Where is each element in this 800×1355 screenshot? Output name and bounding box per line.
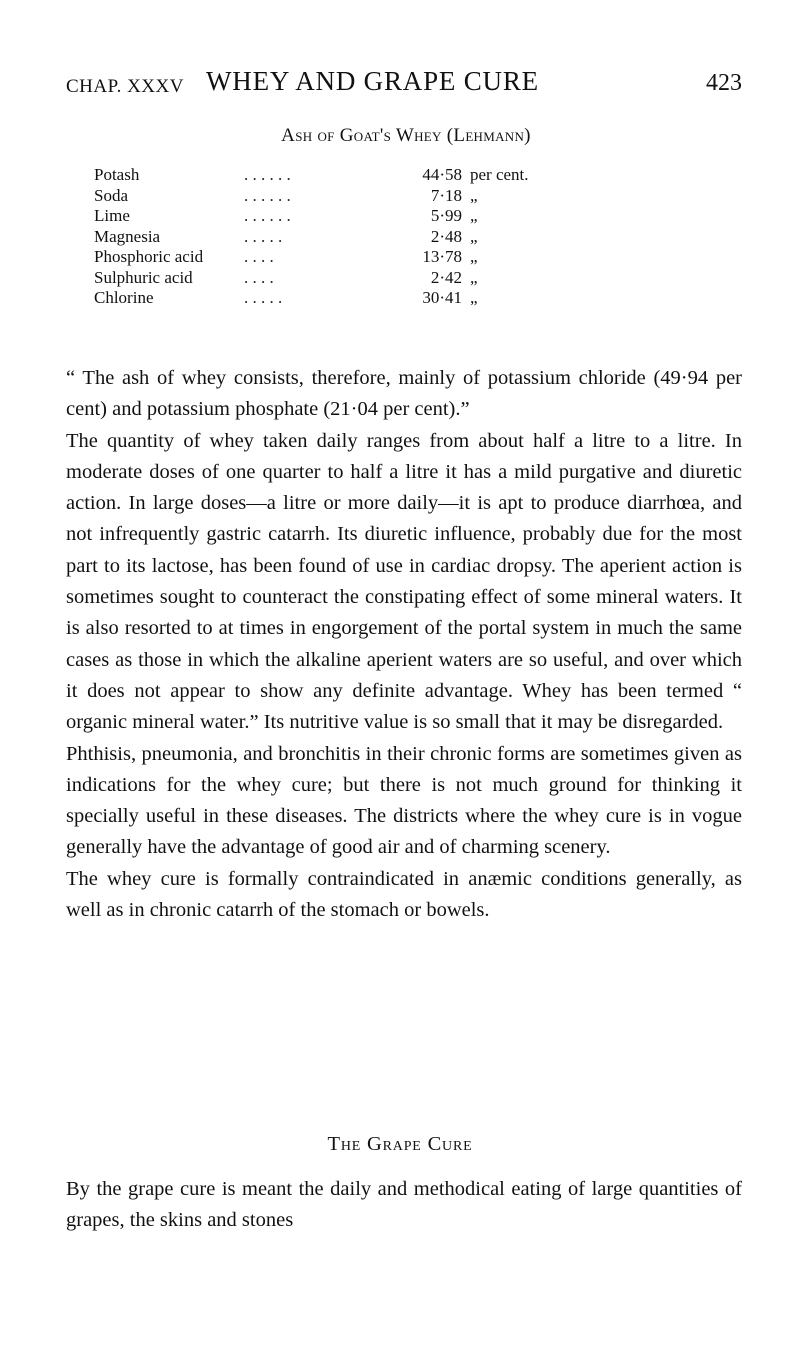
row-unit: „ [470,206,478,225]
row-value: 7·18 [430,185,462,205]
ash-table [94,165,654,309]
row-name: Lime [94,206,130,225]
row-value: 2·48 [430,226,462,246]
running-title: WHEY AND GRAPE CURE [206,66,539,96]
leader-dots: . . . . . . [244,165,291,184]
leader-dots: . . . . [244,267,274,287]
running-head [66,66,742,102]
paragraph-indications: Phthisis, pneumonia, and bronchitis in their chronic forms are sometimes given as indications for the whey cure; but there is not much ground for thinking it specially useful in these diseases. The districts where the whey cure is in vogue generally have the advantage of good air and of charming scenery. [66,742,742,859]
paragraph-dosage: The quantity of whey taken daily ranges from about half a litre to a litre. In moderate doses of one quarter to half a litre it has a mild purgative and diuretic action. In large doses—a litre or more daily—it is apt to produce diarrhœa, and not infrequently gastric catarrh. Its diuretic influence, probably due for the most part to its lactose, has been found of use in cardiac dropsy. The aperient action is sometimes sought to counteract the constipating effect of some mineral waters. It is also resorted to at times in engorgement of the portal system in much the same cases as those in which the alkaline aperient waters are so useful, and over which it does not appear to show any definite advantage. Whey has been termed “ organic mineral water.” Its nutritive value is so small that it may be disregarded. [66,429,742,734]
body-text [66,363,742,926]
row-value: 13·78 [422,247,462,266]
row-name: Chlorine [94,288,154,307]
row-unit: „ [470,267,478,287]
row-value: 5·99 [430,206,462,225]
leader-dots: . . . . . [244,226,283,246]
row-name: Sulphuric acid [94,267,193,287]
row-value: 44·58 [422,165,462,184]
row-value: 30·41 [422,288,462,307]
row-unit: „ [470,185,478,205]
paragraph-grape-cure: By the grape cure is meant the daily and methodical eating of large quantities of grapes, the skins and stones [66,1178,742,1232]
row-name: Potash [94,165,140,184]
leader-dots: . . . . . . [244,206,291,225]
row-name: Magnesia [94,226,161,246]
table-row [94,268,654,289]
table-row [94,186,654,207]
leader-dots: . . . . . [244,288,283,307]
section-heading: The Grape Cure [327,1133,473,1155]
row-unit: „ [470,288,478,307]
table-row [94,227,654,248]
ash-table-title: Ash of Goat's Whey (Lehmann) [281,125,531,146]
table-row [94,288,654,309]
row-unit: „ [470,226,478,246]
chapter-label: CHAP. XXXV [66,76,184,97]
table-row [94,247,654,268]
row-value: 2·42 [430,267,462,287]
page-number: 423 [706,70,742,96]
row-name: Phosphoric acid [94,247,204,266]
row-unit: „ [470,247,478,266]
table-row [94,165,654,186]
leader-dots: . . . . [244,247,274,266]
row-unit: per cent. [470,165,529,184]
table-row [94,206,654,227]
paragraph-contraindications: The whey cure is formally contraindicated in anæmic conditions generally, as well as in chronic catarrh of the stomach or bowels. [66,867,742,922]
paragraph-quote: “ The ash of whey consists, therefore, mainly of potassium chloride (49·94 per cent) and potassium phosphate (21·04 per cent).” [66,367,742,421]
leader-dots: . . . . . . [244,185,291,205]
grape-cure-text [66,1174,742,1237]
row-name: Soda [94,185,128,205]
